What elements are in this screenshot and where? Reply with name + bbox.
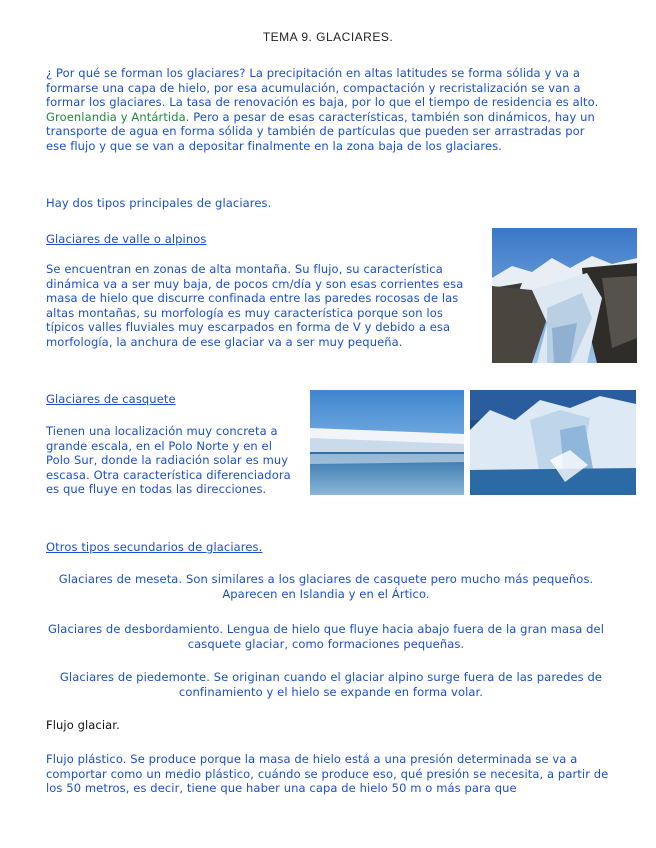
ice-shelf-photo bbox=[310, 390, 464, 495]
plastic-flow-paragraph: Flujo plástico. Se produce porque la masa de hielo está a una presión determinada se va a comportar como un medio plástico, cuándo se produce eso, qué presión se necesita, a partir de los 50 metros, es decir, tiene que haber una capa de hielo 50 m o más para que bbox=[46, 752, 609, 795]
outlet-paragraph: Glaciares de desbordamiento. Lengua de hielo que fluye hacia abajo fuera de la gran masa del casquete glaciar, como formaciones pequeñas. bbox=[48, 622, 604, 651]
piedmont-paragraph: Glaciares de piedemonte. Se originan cuando el glaciar alpino surge fuera de las paredes de confinamiento y el hielo se expande en forma volar. bbox=[59, 670, 603, 699]
calving-glacier-photo bbox=[470, 390, 636, 495]
continental-heading: Glaciares de casquete bbox=[46, 392, 176, 406]
valley-glacier-photo bbox=[492, 228, 637, 363]
continental-paragraph: Tienen una localización muy concreta a grande escala, en el Polo Norte y en el Polo Sur, donde la radiación solar es muy escasa. Otra característica diferenciadora es que fluye en todas las direcciones. bbox=[46, 424, 291, 496]
plateau-paragraph: Glaciares de meseta. Son similares a los glaciares de casquete pero mucho más pequeños. Aparecen en Islandia y en el Ártico. bbox=[58, 572, 594, 601]
intro-text-before: ¿ Por qué se forman los glaciares? La precipitación en altas latitudes se forma sólida y va a formarse una capa de hielo, por esa acumulación, compactación y recristalización se van a formar los glaciares. La tasa de renovación es baja, por lo que el tiempo de residencia es alto. bbox=[46, 66, 599, 109]
valley-paragraph: Se encuentran en zonas de alta montaña. Su flujo, su característica dinámica va a ser muy baja, de pocos cm/día y son esas corrientes esa masa de hielo que discurre confinada entre las paredes rocosas de las altas montañas, su morfología es muy característica porque son los típicos valles fluviales muy escarpados en forma de V y debido a esa morfología, la anchura de ese glaciar va a ser muy pequeña. bbox=[46, 262, 464, 349]
page-title: TEMA 9. GLACIARES. bbox=[262, 30, 394, 44]
two-types-sentence: Hay dos tipos principales de glaciares. bbox=[46, 196, 272, 210]
intro-paragraph bbox=[46, 66, 606, 153]
secondary-types-heading: Otros tipos secundarios de glaciares. bbox=[46, 540, 263, 554]
flow-heading: Flujo glaciar. bbox=[46, 718, 120, 732]
intro-highlight: Groenlandia y Antártida. bbox=[46, 109, 190, 124]
valley-heading: Glaciares de valle o alpinos bbox=[46, 232, 207, 246]
intro-text-after: Pero a pesar de esas características, también son dinámicos, hay un transporte de agua en forma sólida y también de partículas que pueden ser arrastradas por ese flujo y que se van a depositar finalmente en la zona baja de los glaciares. bbox=[46, 109, 595, 153]
